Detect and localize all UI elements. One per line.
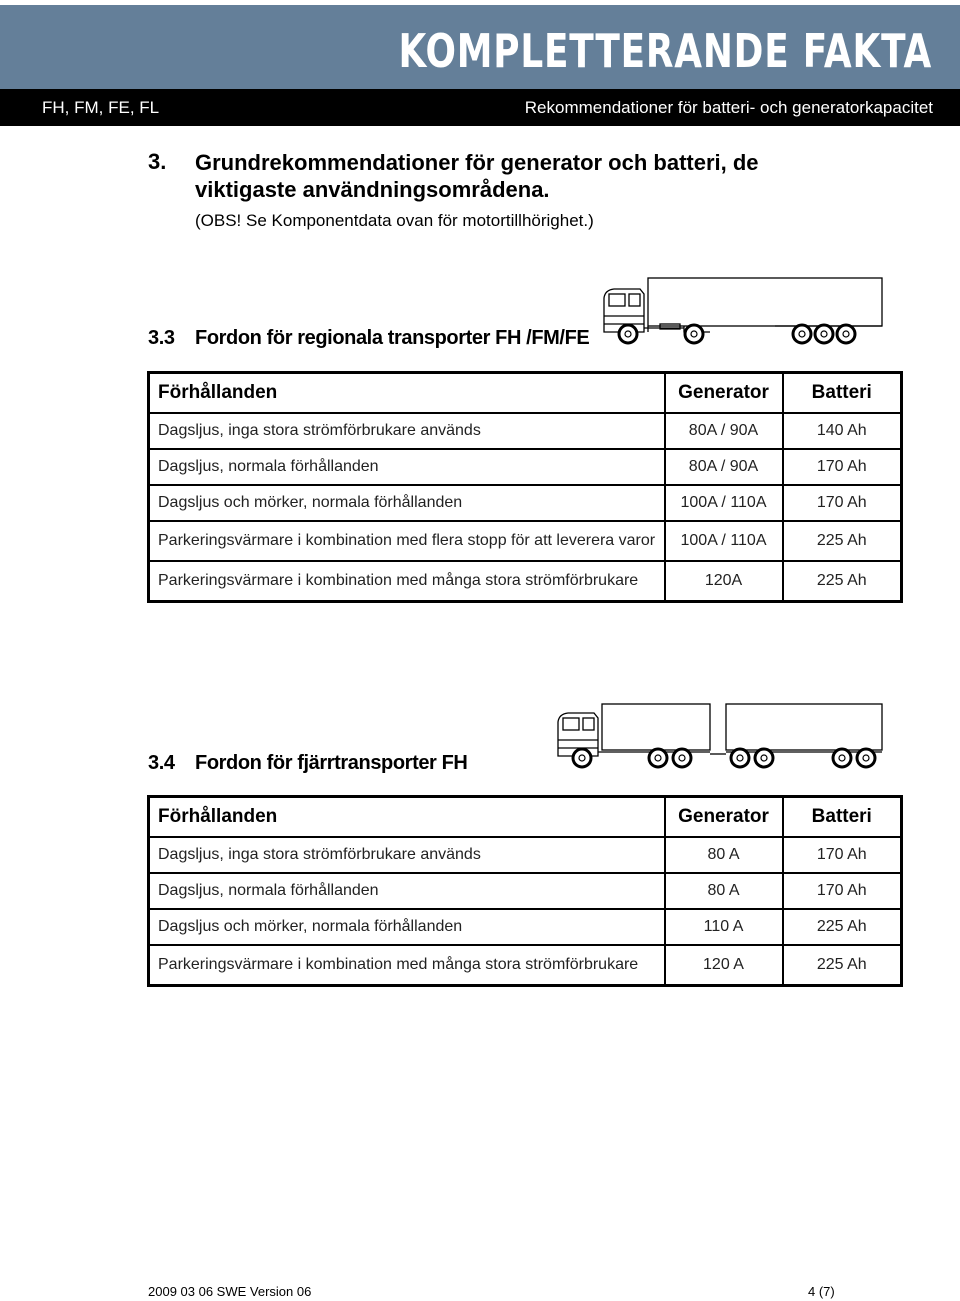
condition-cell: Dagsljus, inga stora strömförbrukare används bbox=[149, 413, 665, 449]
battery-cell: 225 Ah bbox=[783, 945, 902, 986]
table-row bbox=[149, 873, 902, 909]
table-header-row bbox=[149, 373, 902, 414]
banner-title: KOMPLETTERANDE FAKTA bbox=[398, 24, 932, 78]
subsection-title-regional: Fordon för regionala transporter FH /FM/FE bbox=[195, 327, 590, 349]
header-generator: Generator bbox=[665, 373, 783, 414]
table-row bbox=[149, 909, 902, 945]
header-battery: Batteri bbox=[783, 797, 902, 838]
condition-cell: Parkeringsvärmare i kombination med många stora strömförbrukare bbox=[149, 945, 665, 986]
section-title: Grundrekommendationer för generator och batteri, de viktigaste användningsområdena. bbox=[195, 150, 759, 202]
condition-cell: Dagsljus och mörker, normala förhållanden bbox=[149, 909, 665, 945]
header-generator: Generator bbox=[665, 797, 783, 838]
condition-cell: Dagsljus och mörker, normala förhållanden bbox=[149, 485, 665, 521]
longhaul-transport-table bbox=[147, 795, 903, 987]
generator-cell: 120 A bbox=[665, 945, 783, 986]
battery-cell: 225 Ah bbox=[783, 561, 902, 602]
condition-cell: Dagsljus, inga stora strömförbrukare används bbox=[149, 837, 665, 873]
section-note: (OBS! Se Komponentdata ovan för motortillhörighet.) bbox=[195, 211, 594, 230]
table-row bbox=[149, 561, 902, 602]
condition-cell: Parkeringsvärmare i kombination med många stora strömförbrukare bbox=[149, 561, 665, 602]
condition-cell: Parkeringsvärmare i kombination med flera stopp för att leverera varor bbox=[149, 521, 665, 561]
subsection-number-longhaul: 3.4 bbox=[148, 752, 175, 774]
condition-cell: Dagsljus, normala förhållanden bbox=[149, 449, 665, 485]
generator-cell: 100A / 110A bbox=[665, 521, 783, 561]
table-row bbox=[149, 521, 902, 561]
table-row bbox=[149, 449, 902, 485]
generator-cell: 80 A bbox=[665, 873, 783, 909]
semi-trailer-truck-icon bbox=[600, 276, 886, 348]
footer-page-number: 4 (7) bbox=[808, 1284, 835, 1299]
battery-cell: 225 Ah bbox=[783, 909, 902, 945]
table-row bbox=[149, 945, 902, 986]
subheader-bar bbox=[0, 89, 960, 126]
battery-cell: 170 Ah bbox=[783, 449, 902, 485]
battery-cell: 225 Ah bbox=[783, 521, 902, 561]
topic-title: Rekommendationer för batteri- och generatorkapacitet bbox=[524, 98, 933, 117]
header-conditions: Förhållanden bbox=[149, 797, 665, 838]
header-banner bbox=[0, 5, 960, 89]
subsection-number-regional: 3.3 bbox=[148, 327, 175, 349]
table-header-row bbox=[149, 797, 902, 838]
battery-cell: 140 Ah bbox=[783, 413, 902, 449]
generator-cell: 80A / 90A bbox=[665, 449, 783, 485]
section-number: 3. bbox=[148, 149, 167, 174]
subsection-title-longhaul: Fordon för fjärrtransporter FH bbox=[195, 752, 468, 774]
generator-cell: 100A / 110A bbox=[665, 485, 783, 521]
generator-cell: 120A bbox=[665, 561, 783, 602]
generator-cell: 80A / 90A bbox=[665, 413, 783, 449]
truck-with-trailer-icon bbox=[554, 700, 886, 772]
header-battery: Batteri bbox=[783, 373, 902, 414]
regional-transport-table bbox=[147, 371, 903, 603]
battery-cell: 170 Ah bbox=[783, 873, 902, 909]
generator-cell: 110 A bbox=[665, 909, 783, 945]
battery-cell: 170 Ah bbox=[783, 837, 902, 873]
footer-version: 2009 03 06 SWE Version 06 bbox=[148, 1284, 312, 1299]
generator-cell: 80 A bbox=[665, 837, 783, 873]
header-conditions: Förhållanden bbox=[149, 373, 665, 414]
battery-cell: 170 Ah bbox=[783, 485, 902, 521]
table-row bbox=[149, 837, 902, 873]
table-row bbox=[149, 485, 902, 521]
model-list: FH, FM, FE, FL bbox=[42, 98, 160, 117]
table-row bbox=[149, 413, 902, 449]
condition-cell: Dagsljus, normala förhållanden bbox=[149, 873, 665, 909]
